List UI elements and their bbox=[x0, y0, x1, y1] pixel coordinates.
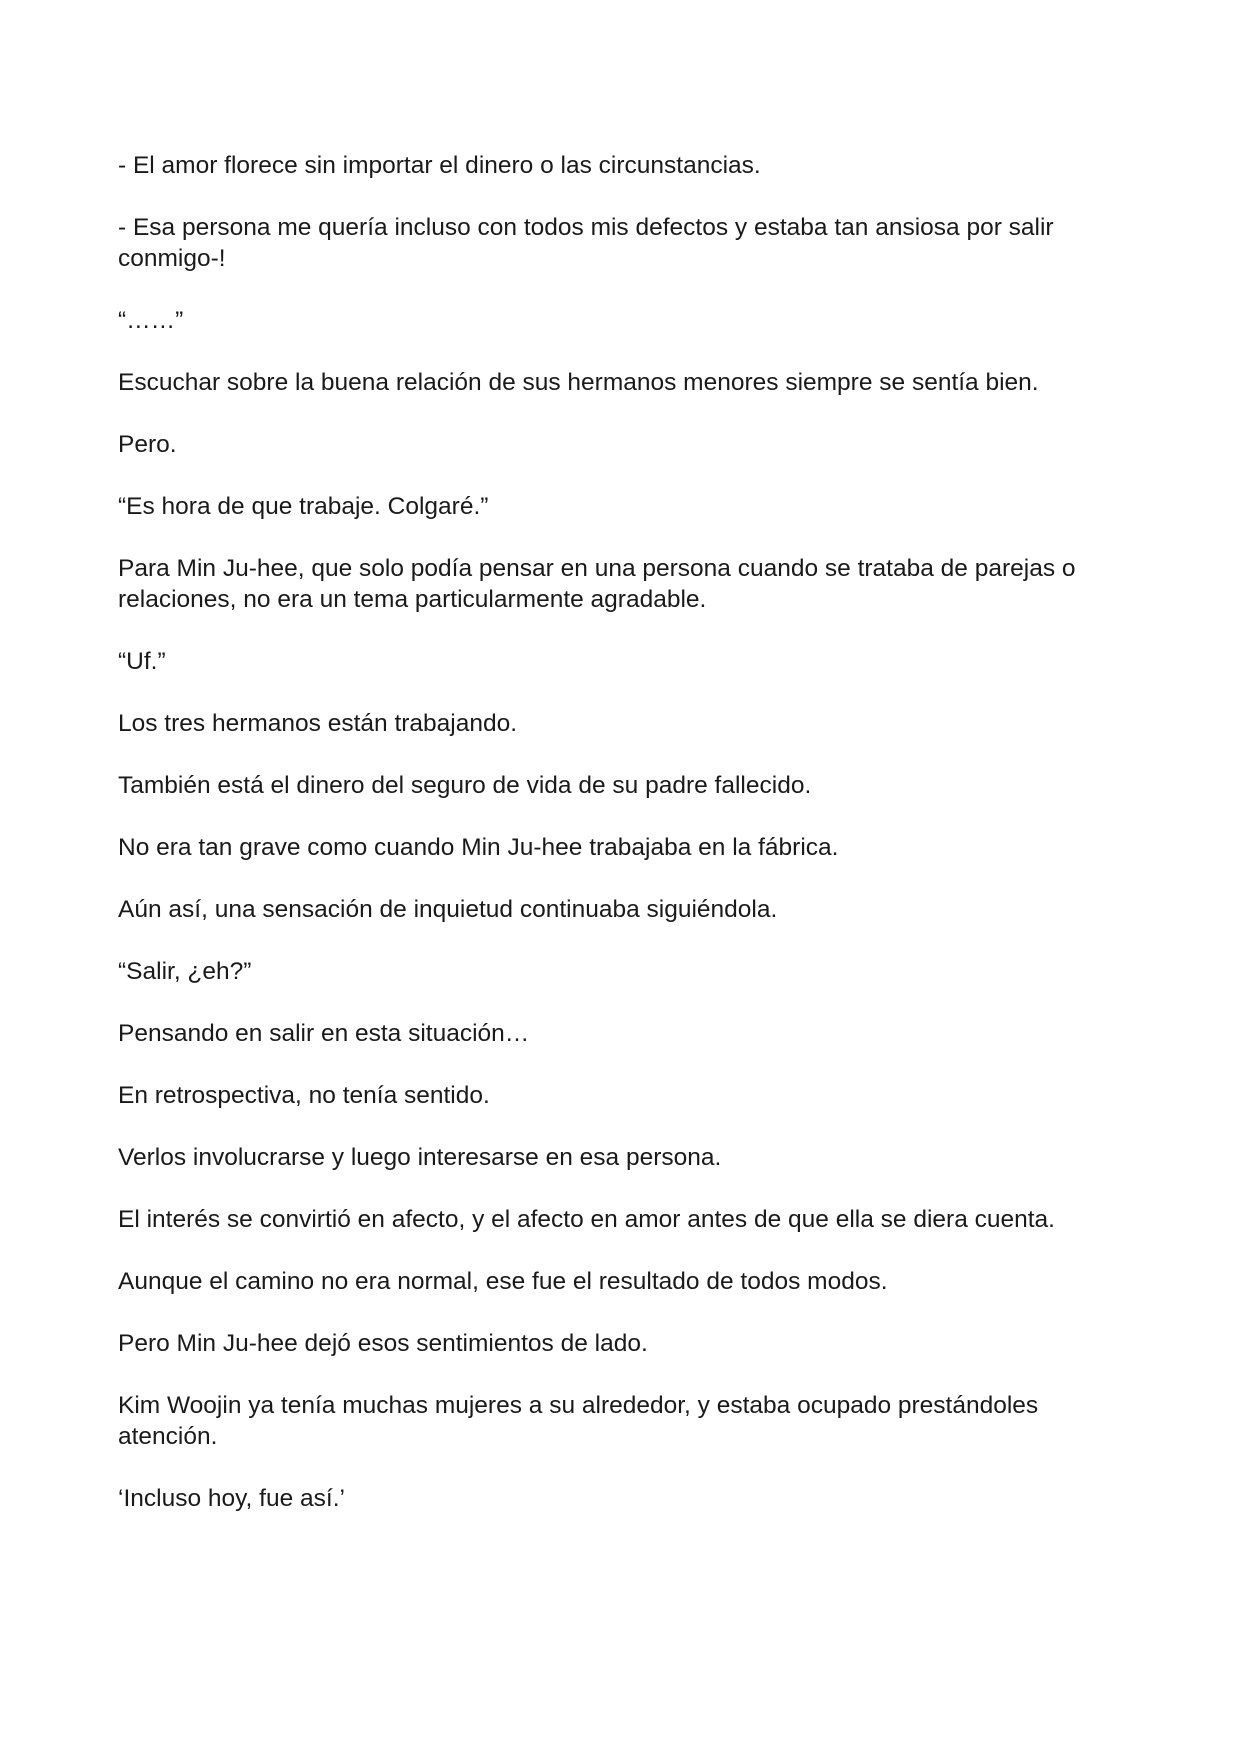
document-body bbox=[118, 150, 1128, 1545]
paragraph: “Uf.” bbox=[118, 648, 166, 675]
paragraph: Pero Min Ju-hee dejó esos sentimientos de lado. bbox=[118, 1330, 648, 1357]
paragraph: - Esa persona me quería incluso con todos mis defectos y estaba tan ansiosa por salir conmigo-! bbox=[118, 214, 1061, 272]
paragraph: Aún así, una sensación de inquietud continuaba siguiéndola. bbox=[118, 896, 778, 923]
paragraph: También está el dinero del seguro de vida de su padre fallecido. bbox=[118, 772, 812, 799]
paragraph: Escuchar sobre la buena relación de sus hermanos menores siempre se sentía bien. bbox=[118, 369, 1039, 396]
paragraph: - El amor florece sin importar el dinero o las circunstancias. bbox=[118, 152, 761, 179]
paragraph: Para Min Ju-hee, que solo podía pensar en una persona cuando se trataba de parejas o relaciones, no era un tema particularmente agradable. bbox=[118, 555, 1083, 613]
paragraph: Pensando en salir en esta situación… bbox=[118, 1020, 530, 1047]
paragraph: “Es hora de que trabaje. Colgaré.” bbox=[118, 493, 489, 520]
paragraph: “Salir, ¿eh?” bbox=[118, 958, 252, 985]
paragraph: Pero. bbox=[118, 431, 177, 458]
paragraph: Kim Woojin ya tenía muchas mujeres a su alrededor, y estaba ocupado prestándoles atención. bbox=[118, 1392, 1045, 1450]
paragraph: Aunque el camino no era normal, ese fue el resultado de todos modos. bbox=[118, 1268, 888, 1295]
paragraph: En retrospectiva, no tenía sentido. bbox=[118, 1082, 490, 1109]
paragraph: “……” bbox=[118, 307, 184, 334]
paragraph: El interés se convirtió en afecto, y el afecto en amor antes de que ella se diera cuenta. bbox=[118, 1206, 1055, 1233]
paragraph: No era tan grave como cuando Min Ju-hee trabajaba en la fábrica. bbox=[118, 834, 839, 861]
paragraph: ‘Incluso hoy, fue así.’ bbox=[118, 1485, 345, 1512]
paragraph: Verlos involucrarse y luego interesarse en esa persona. bbox=[118, 1144, 722, 1171]
paragraph: Los tres hermanos están trabajando. bbox=[118, 710, 518, 737]
